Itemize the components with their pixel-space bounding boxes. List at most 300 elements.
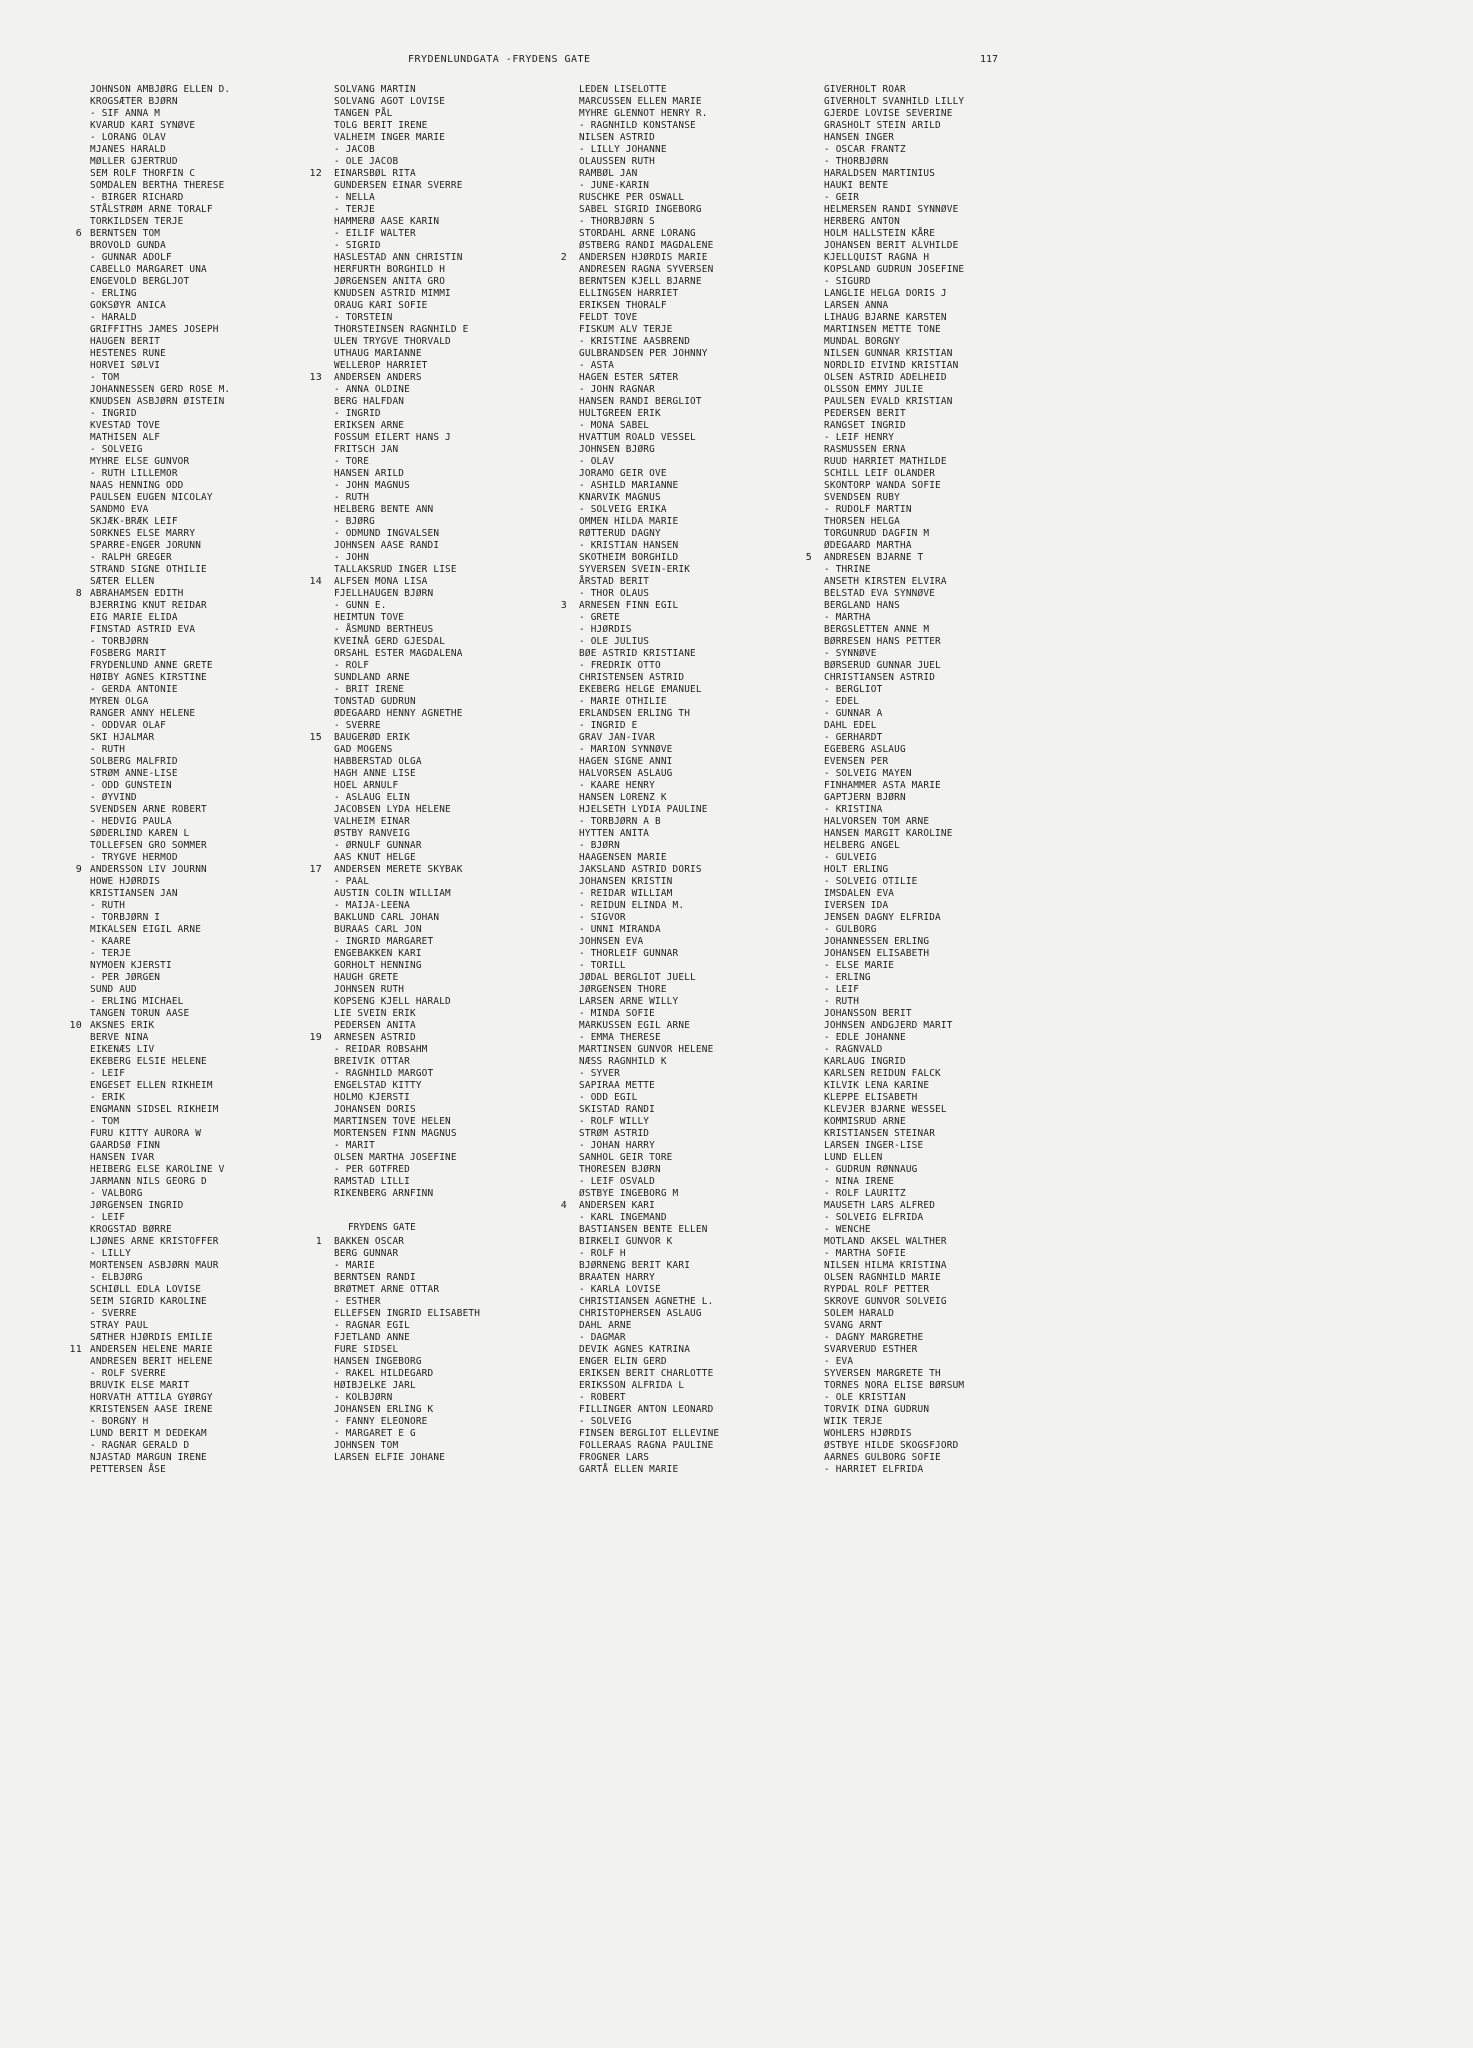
directory-entry: [579, 648, 824, 660]
resident-name: - BJØRG: [334, 516, 375, 527]
directory-entry: [90, 456, 335, 468]
directory-entry: [579, 540, 824, 552]
resident-name: FINHAMMER ASTA MARIE: [824, 780, 941, 791]
resident-name: BRAATEN HARRY: [579, 1272, 655, 1283]
resident-name: - JACOB: [334, 144, 375, 155]
directory-entry: [824, 1356, 1069, 1368]
resident-name: - RALPH GREGER: [90, 552, 172, 563]
directory-entry: [90, 120, 335, 132]
directory-entry: [824, 840, 1069, 852]
directory-entry: [579, 324, 824, 336]
directory-entry: [334, 300, 579, 312]
resident-name: HOLT ERLING: [824, 864, 889, 875]
directory-entry: [334, 564, 579, 576]
resident-name: - ØYVIND: [90, 792, 137, 803]
resident-name: RIKENBERG ARNFINN: [334, 1188, 434, 1199]
directory-entry: [824, 780, 1069, 792]
directory-entry: [579, 912, 824, 924]
directory-entry: [90, 204, 335, 216]
resident-name: - SYVER: [579, 1068, 620, 1079]
resident-name: KROGSTAD BØRRE: [90, 1224, 172, 1235]
resident-name: PAULSEN EVALD KRISTIAN: [824, 396, 953, 407]
directory-entry: [579, 864, 824, 876]
directory-entry: [579, 168, 824, 180]
directory-entry: [90, 1140, 335, 1152]
directory-entry: [579, 468, 824, 480]
directory-entry: [579, 312, 824, 324]
directory-entry: [824, 1308, 1069, 1320]
directory-entry: [579, 408, 824, 420]
resident-name: - JOHN MAGNUS: [334, 480, 410, 491]
directory-entry: [90, 852, 335, 864]
resident-name: MYREN OLGA: [90, 696, 149, 707]
resident-name: HØIBY AGNES KIRSTINE: [90, 672, 207, 683]
directory-entry: [334, 1200, 579, 1212]
resident-name: LANGLIE HELGA DORIS J: [824, 288, 947, 299]
house-number: 3: [560, 600, 567, 611]
resident-name: SÆTER ELLEN: [90, 576, 155, 587]
resident-name: FURE SIDSEL: [334, 1344, 399, 1355]
resident-name: LIE SVEIN ERIK: [334, 1008, 416, 1019]
resident-name: LARSEN ELFIE JOHANE: [334, 1452, 446, 1463]
directory-entry: [579, 1092, 824, 1104]
directory-entry: [334, 708, 579, 720]
directory-entry: [579, 384, 824, 396]
resident-name: - ROLF: [334, 660, 370, 671]
resident-name: SORKNES ELSE MARRY: [90, 528, 196, 539]
house-number: 14: [309, 576, 322, 587]
resident-name: - SIGURD: [824, 276, 871, 287]
resident-name: BØRSERUD GUNNAR JUEL: [824, 660, 941, 671]
directory-entry: [579, 696, 824, 708]
directory-entry: [579, 1440, 824, 1452]
resident-name: - OSCAR FRANTZ: [824, 144, 906, 155]
directory-entry: [824, 1428, 1069, 1440]
resident-name: SOLVANG MARTIN: [334, 84, 416, 95]
resident-name: ØSTBYE HILDE SKOGSFJORD: [824, 1440, 959, 1451]
resident-name: KARLSEN REIDUN FALCK: [824, 1068, 941, 1079]
resident-name: - ROBERT: [579, 1392, 626, 1403]
resident-name: RUSCHKE PER OSWALL: [579, 192, 685, 203]
house-number: 9: [75, 864, 82, 875]
directory-entry: [90, 1104, 335, 1116]
resident-name: RASMUSSEN ERNA: [824, 444, 906, 455]
resident-name: EIKENÆS LIV: [90, 1044, 155, 1055]
page-header: FRYDENLUNDGATA -FRYDENS GATE: [408, 54, 591, 65]
directory-entry: [824, 1368, 1069, 1380]
directory-entry: [334, 612, 579, 624]
directory-entry: [334, 228, 579, 240]
resident-name: MARTINSEN METTE TONE: [824, 324, 941, 335]
directory-entry: [579, 612, 824, 624]
resident-name: - ODD EGIL: [579, 1092, 638, 1103]
resident-name: HYTTEN ANITA: [579, 828, 650, 839]
directory-entry: [579, 1188, 824, 1200]
directory-entry: [334, 984, 579, 996]
resident-name: MAUSETH LARS ALFRED: [824, 1200, 936, 1211]
resident-name: KRISTENSEN AASE IRENE: [90, 1404, 213, 1415]
directory-entry: [579, 756, 824, 768]
directory-entry: [579, 1020, 824, 1032]
directory-entry: [334, 1404, 579, 1416]
directory-entry: [90, 972, 335, 984]
directory-entry: [824, 540, 1069, 552]
resident-name: OLSEN MARTHA JOSEFINE: [334, 1152, 457, 1163]
resident-name: STORDAHL ARNE LORANG: [579, 228, 696, 239]
directory-entry: [90, 792, 335, 804]
house-number: 12: [309, 168, 322, 179]
resident-name: - REIDAR WILLIAM: [579, 888, 673, 899]
directory-entry: [824, 984, 1069, 996]
directory-entry: [334, 720, 579, 732]
directory-entry: [90, 96, 335, 108]
resident-name: - ERLING: [824, 972, 871, 983]
resident-name: - INGRID E: [579, 720, 638, 731]
directory-entry: [334, 360, 579, 372]
directory-entry: [824, 264, 1069, 276]
resident-name: - GUDRUN RØNNAUG: [824, 1164, 918, 1175]
directory-entry: [824, 132, 1069, 144]
resident-name: SEIM SIGRID KAROLINE: [90, 1296, 207, 1307]
resident-name: SKI HJALMAR: [90, 732, 155, 743]
resident-name: LARSEN ARNE WILLY: [579, 996, 679, 1007]
directory-entry: [579, 1308, 824, 1320]
directory-entry: [579, 1224, 824, 1236]
resident-name: FRITSCH JAN: [334, 444, 399, 455]
directory-entry: [334, 1056, 579, 1068]
resident-name: - SOLVEIG MAYEN: [824, 768, 912, 779]
resident-name: PAULSEN EUGEN NICOLAY: [90, 492, 213, 503]
directory-entry: [309, 372, 579, 384]
directory-entry: [579, 396, 824, 408]
directory-entry: [334, 1260, 579, 1272]
directory-entry: [334, 1356, 579, 1368]
directory-entry: [579, 504, 824, 516]
resident-name: SKJÆK-BRÆK LEIF: [90, 516, 178, 527]
resident-name: ENGER ELIN GERD: [579, 1356, 667, 1367]
resident-name: TORGUNRUD DAGFIN M: [824, 528, 930, 539]
resident-name: TORNES NORA ELISE BØRSUM: [824, 1380, 965, 1391]
directory-entry: [824, 180, 1069, 192]
resident-name: - ASLAUG ELIN: [334, 792, 410, 803]
directory-entry: [824, 1092, 1069, 1104]
resident-name: AAS KNUT HELGE: [334, 852, 416, 863]
directory-entry: [824, 156, 1069, 168]
resident-name: - RAKEL HILDEGARD: [334, 1368, 434, 1379]
resident-name: - THORBJØRN: [824, 156, 889, 167]
directory-entry: [824, 1080, 1069, 1092]
directory-entry: [824, 420, 1069, 432]
resident-name: MUNDAL BORGNY: [824, 336, 900, 347]
resident-name: IMSDALEN EVA: [824, 888, 895, 899]
directory-entry: [579, 264, 824, 276]
resident-name: - LEIF: [90, 1068, 126, 1079]
resident-name: ORSAHL ESTER MAGDALENA: [334, 648, 463, 659]
resident-name: - THRINE: [824, 564, 871, 575]
resident-name: - FREDRIK OTTO: [579, 660, 661, 671]
resident-name: STRØM ANNE-LISE: [90, 768, 178, 779]
directory-entry: [334, 144, 579, 156]
resident-name: LIHAUG BJARNE KARSTEN: [824, 312, 947, 323]
directory-entry: [334, 1116, 579, 1128]
directory-entry: [90, 1272, 335, 1284]
directory-entry: [579, 564, 824, 576]
directory-entry: [334, 672, 579, 684]
directory-entry: [824, 828, 1069, 840]
resident-name: - SIF ANNA M: [90, 108, 161, 119]
resident-name: - MARIE OTHILIE: [579, 696, 667, 707]
resident-name: HALVORSEN ASLAUG: [579, 768, 673, 779]
resident-name: ULEN TRYGVE THORVALD: [334, 336, 451, 347]
directory-entry: [90, 840, 335, 852]
resident-name: - MARTHA SOFIE: [824, 1248, 906, 1259]
resident-name: GAARDSØ FINN: [90, 1140, 161, 1151]
directory-entry: [90, 1404, 335, 1416]
directory-entry: [824, 1296, 1069, 1308]
directory-entry: [334, 1008, 579, 1020]
resident-name: - JOHN RAGNAR: [579, 384, 655, 395]
directory-entry: [90, 888, 335, 900]
resident-name: - THORLEIF GUNNAR: [579, 948, 679, 959]
resident-name: FOSSUM EILERT HANS J: [334, 432, 451, 443]
resident-name: EVENSEN PER: [824, 756, 889, 767]
resident-name: HANSEN ARILD: [334, 468, 405, 479]
directory-entry: [824, 948, 1069, 960]
resident-name: HAUGEN BERIT: [90, 336, 161, 347]
directory-entry: [334, 312, 579, 324]
resident-name: FJETLAND ANNE: [334, 1332, 410, 1343]
resident-name: MYHRE ELSE GUNVOR: [90, 456, 190, 467]
resident-name: - OLE JULIUS: [579, 636, 650, 647]
directory-entry: [579, 1056, 824, 1068]
resident-name: - SOLVEIG: [579, 1416, 632, 1427]
directory-entry: [334, 840, 579, 852]
resident-name: HANSEN RANDI BERGLIOT: [579, 396, 702, 407]
resident-name: MØLLER GJERTRUD: [90, 156, 178, 167]
directory-entry: [579, 528, 824, 540]
house-number: 5: [805, 552, 812, 563]
directory-entry: [90, 1008, 335, 1020]
resident-name: ARNESEN ASTRID: [334, 1032, 416, 1043]
directory-entry: [334, 1176, 579, 1188]
resident-name: DAHL EDEL: [824, 720, 877, 731]
resident-name: ANDERSSON LIV JOURNN: [90, 864, 207, 875]
resident-name: JØRGENSEN ANITA GRO: [334, 276, 446, 287]
directory-entry: [824, 1116, 1069, 1128]
resident-name: THORSTEINSEN RAGNHILD E: [334, 324, 469, 335]
directory-entry: [334, 624, 579, 636]
directory-entry: [824, 528, 1069, 540]
resident-name: SOLVANG AGOT LOVISE: [334, 96, 446, 107]
resident-name: EINARSBØL RITA: [334, 168, 416, 179]
directory-entry: [579, 1248, 824, 1260]
directory-entry: [579, 708, 824, 720]
resident-name: KNUDSEN ASTRID MIMMI: [334, 288, 451, 299]
directory-entry: [824, 444, 1069, 456]
directory-entry: [90, 564, 335, 576]
directory-entry: [579, 744, 824, 756]
resident-name: ORAUG KARI SOFIE: [334, 300, 428, 311]
resident-name: HARALDSEN MARTINIUS: [824, 168, 936, 179]
directory-entry: [824, 276, 1069, 288]
resident-name: KVESTAD TOVE: [90, 420, 161, 431]
directory-entry: [824, 648, 1069, 660]
resident-name: HAMMERØ AASE KARIN: [334, 216, 440, 227]
directory-entry: [90, 432, 335, 444]
resident-name: SVARVERUD ESTHER: [824, 1344, 918, 1355]
resident-name: MJANES HARALD: [90, 144, 166, 155]
directory-entry: [334, 1284, 579, 1296]
resident-name: - ELBJØRG: [90, 1272, 143, 1283]
resident-name: - TORBJØRN A B: [579, 816, 661, 827]
directory-entry: [334, 384, 579, 396]
directory-entry: [579, 624, 824, 636]
directory-entry: [579, 804, 824, 816]
directory-entry: [334, 204, 579, 216]
directory-entry: [824, 336, 1069, 348]
directory-entry: [90, 1416, 335, 1428]
directory-entry: [334, 780, 579, 792]
directory-entry: [824, 1104, 1069, 1116]
directory-entry: [560, 1200, 824, 1212]
house-number: 2: [560, 252, 567, 263]
resident-name: - PAAL: [334, 876, 370, 887]
directory-entry: [334, 120, 579, 132]
directory-entry: [334, 1428, 579, 1440]
house-number: 13: [309, 372, 322, 383]
resident-name: KNUDSEN ASBJØRN ØISTEIN: [90, 396, 225, 407]
directory-entry: [90, 468, 335, 480]
resident-name: - ODMUND INGVALSEN: [334, 528, 440, 539]
resident-name: - DAGNY MARGRETHE: [824, 1332, 924, 1343]
resident-name: - MONA SABEL: [579, 420, 650, 431]
resident-name: SANHOL GEIR TORE: [579, 1152, 673, 1163]
directory-entry: [334, 996, 579, 1008]
resident-name: HELBERG ANGEL: [824, 840, 900, 851]
resident-name: SÆTHER HJØRDIS EMILIE: [90, 1332, 213, 1343]
directory-entry: [334, 396, 579, 408]
directory-entry: [90, 1236, 335, 1248]
resident-name: ØDEGAARD HENNY AGNETHE: [334, 708, 463, 719]
directory-entry: [560, 252, 824, 264]
resident-name: ENGESET ELLEN RIKHEIM: [90, 1080, 213, 1091]
directory-entry: [824, 1044, 1069, 1056]
resident-name: BJERRING KNUT REIDAR: [90, 600, 207, 611]
directory-entry: [824, 732, 1069, 744]
resident-name: RYPDAL ROLF PETTER: [824, 1284, 930, 1295]
directory-entry: [579, 432, 824, 444]
resident-name: CABELLO MARGARET UNA: [90, 264, 207, 275]
directory-entry: [824, 456, 1069, 468]
directory-entry: [579, 120, 824, 132]
section-heading: FRYDENS GATE: [348, 1222, 416, 1233]
resident-name: - ERIK: [90, 1092, 126, 1103]
resident-name: MYHRE GLENNOT HENRY R.: [579, 108, 708, 119]
resident-name: GAD MOGENS: [334, 744, 393, 755]
directory-entry: [90, 744, 335, 756]
resident-name: - ASHILD MARIANNE: [579, 480, 679, 491]
resident-name: - MAIJA-LEENA: [334, 900, 410, 911]
resident-name: ENGELSTAD KITTY: [334, 1080, 422, 1091]
resident-name: - ELSE MARIE: [824, 960, 895, 971]
directory-entry: [90, 732, 335, 744]
directory-entry: [334, 684, 579, 696]
directory-entry: [579, 660, 824, 672]
directory-entry: [824, 480, 1069, 492]
directory-entry: [334, 132, 579, 144]
resident-name: JOHANSEN KRISTIN: [579, 876, 673, 887]
directory-entry: [824, 1260, 1069, 1272]
directory-entry: [90, 444, 335, 456]
resident-name: KOPSLAND GUDRUN JOSEFINE: [824, 264, 965, 275]
resident-name: ØDEGAARD MARTHA: [824, 540, 912, 551]
resident-name: ENGEVOLD BERGLJOT: [90, 276, 190, 287]
directory-entry: [805, 552, 1069, 564]
resident-name: - INGRID: [90, 408, 137, 419]
directory-entry: [334, 1068, 579, 1080]
directory-entry: [90, 1308, 335, 1320]
directory-entry: [90, 1368, 335, 1380]
directory-entry: [90, 1296, 335, 1308]
resident-name: FROGNER LARS: [579, 1452, 650, 1463]
resident-name: - BRIT IRENE: [334, 684, 405, 695]
resident-name: JOHNSEN RUTH: [334, 984, 405, 995]
resident-name: HANSEN INGER: [824, 132, 895, 143]
directory-entry: [90, 168, 335, 180]
resident-name: - ROLF LAURITZ: [824, 1188, 906, 1199]
directory-entry: [824, 696, 1069, 708]
resident-name: BERNTSEN RANDI: [334, 1272, 416, 1283]
resident-name: - MARIT: [334, 1140, 375, 1151]
directory-entry: [579, 456, 824, 468]
directory-entry: [579, 1176, 824, 1188]
resident-name: SOMDALEN BERTHA THERESE: [90, 180, 225, 191]
resident-name: SUNDLAND ARNE: [334, 672, 410, 683]
directory-entry: [90, 648, 335, 660]
directory-entry: [90, 1284, 335, 1296]
directory-entry: [90, 576, 335, 588]
resident-name: HJELSETH LYDIA PAULINE: [579, 804, 708, 815]
resident-name: ENGMANN SIDSEL RIKHEIM: [90, 1104, 219, 1115]
resident-name: HELMERSEN RANDI SYNNØVE: [824, 204, 959, 215]
directory-entry: [334, 1308, 579, 1320]
directory-entry: [579, 192, 824, 204]
resident-name: KILVIK LENA KARINE: [824, 1080, 930, 1091]
directory-entry: [334, 648, 579, 660]
directory-entry: [309, 168, 579, 180]
directory-entry: [334, 1368, 579, 1380]
directory-entry: [90, 108, 335, 120]
resident-name: FRYDENLUND ANNE GRETE: [90, 660, 213, 671]
directory-entry: [90, 1092, 335, 1104]
resident-name: BAKLUND CARL JOHAN: [334, 912, 440, 923]
directory-entry: [90, 372, 335, 384]
directory-entry: [824, 1164, 1069, 1176]
directory-entry: [824, 768, 1069, 780]
resident-name: - TERJE: [334, 204, 375, 215]
resident-name: RAMSTAD LILLI: [334, 1176, 410, 1187]
directory-entry: [824, 96, 1069, 108]
directory-entry: [90, 876, 335, 888]
resident-name: KARLAUG INGRID: [824, 1056, 906, 1067]
directory-entry: [334, 156, 579, 168]
resident-name: SVENDSEN RUBY: [824, 492, 900, 503]
resident-name: BIRKELI GUNVOR K: [579, 1236, 673, 1247]
directory-entry: [90, 1320, 335, 1332]
resident-name: - EDEL: [824, 696, 860, 707]
resident-name: ØSTBERG RANDI MAGDALENE: [579, 240, 714, 251]
directory-entry: [824, 1224, 1069, 1236]
